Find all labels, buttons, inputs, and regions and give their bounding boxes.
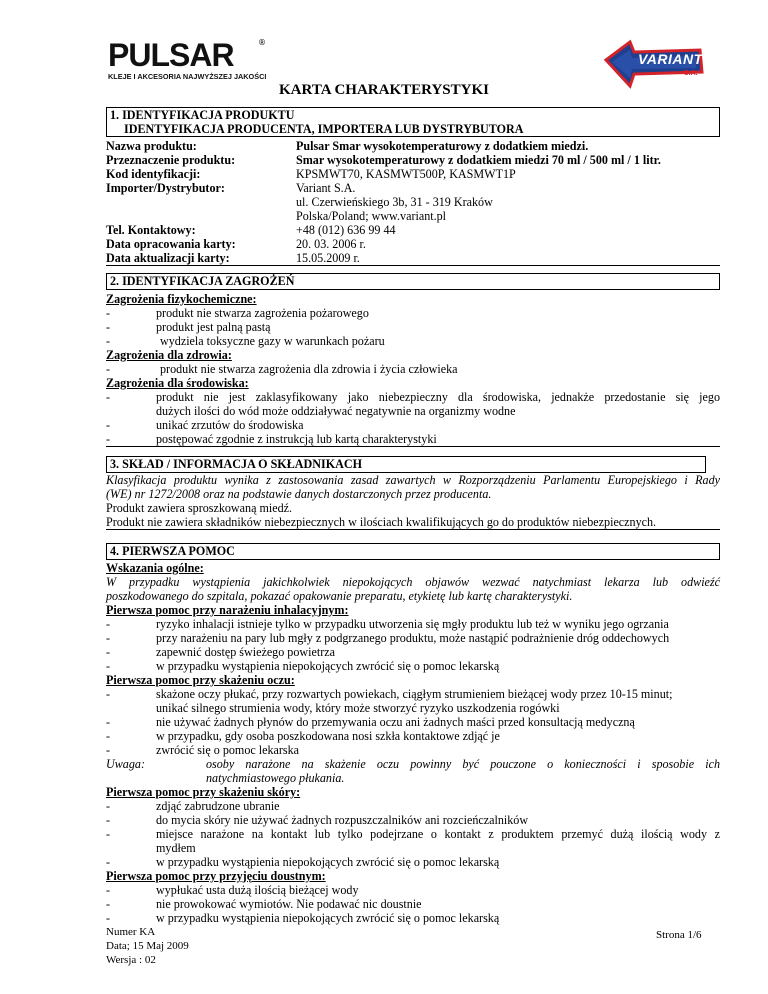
bullet-dash: - [106, 418, 111, 432]
bullet-dash: - [106, 362, 111, 376]
list-item: zdjąć zabrudzone ubranie [156, 799, 280, 813]
list-item: zapewnić dostęp świeżego powietrza [156, 645, 335, 659]
value-product-purpose: Smar wysokotemperaturowy z dodatkiem miedzi 70 ml / 500 ml / 1 litr. [296, 153, 661, 167]
variant-logo-text: VARIANT [638, 51, 703, 67]
bullet-dash: - [106, 645, 111, 659]
bullet-dash: - [106, 432, 111, 446]
list-item: przy narażeniu na pary lub mgły z podgrzanego produktu, może nastąpić podrażnienie dróg oddechowych [156, 631, 670, 645]
section-3-divider [106, 529, 720, 530]
bullet-dash: - [106, 631, 111, 645]
footer-date: Data; 15 Maj 2009 [106, 940, 189, 952]
bullet-dash: - [106, 855, 111, 869]
value-phone: +48 (012) 636 99 44 [296, 223, 396, 237]
pulsar-tagline: KLEJE I AKCESORIA NAJWYŻSZEJ JAKOŚCI [108, 72, 267, 81]
bullet-dash: - [106, 743, 111, 757]
bullet-dash: - [106, 306, 111, 320]
section-4-heading: 4. PIERWSZA POMOC [110, 544, 235, 558]
footer-page-number: Strona 1/6 [656, 929, 702, 941]
value-address-line-1: ul. Czerwieńskiego 3b, 31 - 319 Kraków [296, 195, 493, 209]
value-importer: Variant S.A. [296, 181, 356, 195]
list-item: zwrócić się o pomoc lekarska [156, 743, 300, 757]
section-1-divider [106, 265, 720, 266]
list-item: w przypadku wystąpienia niepokojących zwrócić się o pomoc lekarską [156, 855, 500, 869]
list-item: wypłukać usta dużą ilością bieżącej wody [156, 883, 359, 897]
section-3-heading: 3. SKŁAD / INFORMACJA O SKŁADNIKACH [110, 457, 362, 471]
section-3-italic-line-1: Klasyfikacja produktu wynika z zastosowania zasad zawartych w Rozporządzeniu Parlamentu Europejskiego i Rady [106, 473, 720, 487]
label-product-purpose: Przeznaczenie produktu: [106, 153, 236, 167]
footer-version: Wersja : 02 [106, 954, 156, 966]
section-1-heading: 1. IDENTYFIKACJA PRODUKTU [110, 108, 295, 122]
bullet-dash: - [106, 799, 111, 813]
list-item: miejsce narażone na kontakt lub tylko podejrzane o kontakt z produktem przemyć dużą ilością wody z [156, 827, 720, 841]
pulsar-logo [108, 38, 268, 84]
footer-numer: Numer KA [106, 926, 156, 938]
variant-logo-suffix: S.A. [684, 70, 698, 77]
subheading-physchem: Zagrożenia fizykochemiczne: [106, 292, 257, 306]
list-item: w przypadku wystąpienia niepokojących zwrócić się o pomoc lekarską [156, 659, 500, 673]
list-item: ryzyko inhalacji istnieje tylko w przypadku utworzenia się mgły produktu lub też w wyniku jego ogrzania [156, 617, 669, 631]
general-line-1: W przypadku wystąpienia jakichkolwiek niepokojących objawów wezwać natychmiast lekarza lub odwieźć [106, 575, 720, 589]
value-id-code: KPSMWT70, KASMWT500P, KASMWT1P [296, 167, 516, 181]
subheading-ingestion: Pierwsza pomoc przy przyjęciu doustnym: [106, 869, 326, 883]
section-3-text-2: Produkt nie zawiera składników niebezpiecznych w ilościach kwalifikujących go do produktów niebezpiecznych. [106, 515, 657, 529]
label-updated-date: Data aktualizacji karty: [106, 251, 230, 265]
list-item: w przypadku, gdy osoba poszkodowana nosi szkła kontaktowe zdjąć je [156, 729, 500, 743]
list-item: produkt nie stwarza zagrożenia pożarowego [156, 306, 369, 320]
list-item: postępować zgodnie z instrukcją lub kartą charakterystyki [156, 432, 437, 446]
subheading-health: Zagrożenia dla zdrowia: [106, 348, 232, 362]
list-item-continuation: unikać silnego strumienia wody, który może stworzyć ryzyko uszkodzenia rogówki [156, 701, 560, 715]
general-line-2: poszkodowanego do szpitala, pokazać opakowanie preparatu, etykietę lub kartę charakterystyki. [106, 589, 573, 603]
list-item-continuation: dużych ilości do wód może oddziaływać negatywnie na organizmy wodne [156, 404, 516, 418]
label-product-name: Nazwa produktu: [106, 139, 197, 153]
section-1-subheading: IDENTYFIKACJA PRODUCENTA, IMPORTERA LUB DYSTRYBUTORA [124, 122, 524, 136]
bullet-dash: - [106, 911, 111, 925]
subheading-environment: Zagrożenia dla środowiska: [106, 376, 249, 390]
label-created-date: Data opracowania karty: [106, 237, 236, 251]
note-line-2: natychmiastowego płukania. [206, 771, 345, 785]
note-label: Uwaga: [106, 757, 145, 771]
section-2-divider [106, 446, 720, 447]
list-item: skażone oczy płukać, przy rozwartych powiekach, ciągłym strumieniem bieżącej wody przez 10-15 minut; [156, 687, 673, 701]
list-item: produkt nie jest zaklasyfikowany jako niebezpieczny dla środowiska, jednakże przedostanie się jego [156, 390, 720, 404]
label-importer: Importer/Dystrybutor: [106, 181, 225, 195]
bullet-dash: - [106, 883, 111, 897]
bullet-dash: - [106, 617, 111, 631]
bullet-dash: - [106, 320, 111, 334]
list-item: do mycia skóry nie używać żadnych rozpuszczalników ani rozcieńczalników [156, 813, 529, 827]
bullet-dash: - [106, 827, 111, 841]
value-created-date: 20. 03. 2006 r. [296, 237, 366, 251]
section-3-italic-line-2: (WE) nr 1272/2008 oraz na podstawie danych dostarczonych przez producenta. [106, 487, 492, 501]
page-title: KARTA CHARAKTERYSTYKI [279, 82, 489, 98]
list-item: nie używać żadnych płynów do przemywania oczu ani żadnych maści przed konsultacją medyczną [156, 715, 635, 729]
bullet-dash: - [106, 334, 111, 348]
bullet-dash: - [106, 813, 111, 827]
list-item: produkt jest palną pastą [156, 320, 271, 334]
section-3-text-1: Produkt zawiera sproszkowaną miedź. [106, 501, 293, 515]
pulsar-logo-text: PULSAR [108, 37, 234, 73]
bullet-dash: - [106, 897, 111, 911]
subheading-skin: Pierwsza pomoc przy skażeniu skóry: [106, 785, 301, 799]
list-item: unikać zrzutów do środowiska [156, 418, 304, 432]
subheading-eyes: Pierwsza pomoc przy skażeniu oczu: [106, 673, 295, 687]
value-updated-date: 15.05.2009 r. [296, 251, 360, 265]
bullet-dash: - [106, 390, 111, 404]
list-item: nie prowokować wymiotów. Nie podawać nic doustnie [156, 897, 422, 911]
label-phone: Tel. Kontaktowy: [106, 223, 196, 237]
bullet-dash: - [106, 715, 111, 729]
bullet-dash: - [106, 687, 111, 701]
list-item: wydziela toksyczne gazy w warunkach pożaru [160, 334, 385, 348]
label-id-code: Kod identyfikacji: [106, 167, 201, 181]
subheading-inhalation: Pierwsza pomoc przy narażeniu inhalacyjnym: [106, 603, 349, 617]
value-address-line-2: Polska/Poland; www.variant.pl [296, 209, 447, 223]
list-item: w przypadku wystąpienia niepokojących zwrócić się o pomoc lekarską [156, 911, 500, 925]
value-product-name: Pulsar Smar wysokotemperaturowy z dodatkiem miedzi. [296, 139, 589, 153]
list-item-continuation: mydłem [156, 841, 196, 855]
note-line-1: osoby narażone na skażenie oczu powinny być pouczone o konieczności i sposobie ich [206, 757, 720, 771]
bullet-dash: - [106, 729, 111, 743]
subheading-general: Wskazania ogólne: [106, 561, 204, 575]
bullet-dash: - [106, 659, 111, 673]
section-2-heading: 2. IDENTYFIKACJA ZAGROŻEŃ [110, 274, 295, 288]
registered-mark-icon: ® [258, 38, 266, 47]
list-item: produkt nie stwarza zagrożenia dla zdrowia i życia człowieka [160, 362, 458, 376]
